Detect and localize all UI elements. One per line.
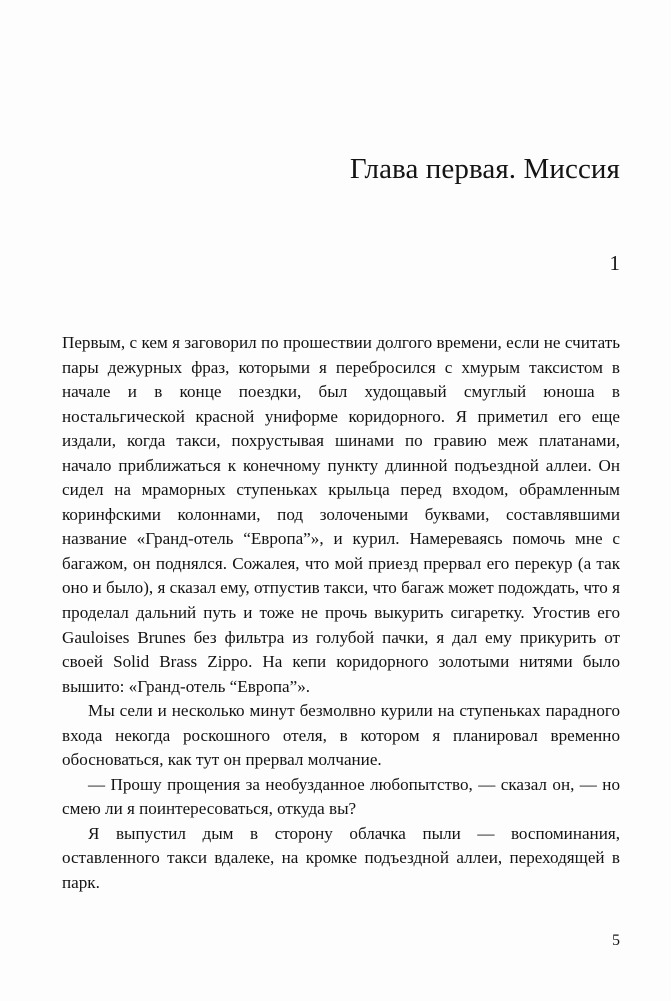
paragraph: Мы сели и несколько минут безмолвно курили на ступеньках парадного входа некогда роскошного отеля, в котором я планировал временно обосноваться, как тут он прервал молчание. [62, 701, 620, 770]
section-number: 1 [609, 251, 620, 275]
page-number: 5 [612, 932, 620, 949]
body-text [62, 331, 620, 896]
paragraph: Я выпустил дым в сторону облачка пыли — воспоминания, оставленного такси вдалеке, на кромке подъездной аллеи, переходящей в парк. [62, 823, 620, 893]
paragraph: Первым, с кем я заговорил по прошествии долгого времени, если не считать пары дежурных фраз, которыми я перебросился с хмурым таксистом в начале и в конце поездки, был худощавый смуглый юноша в ностальгической красной униформе коридорного. Я приметил его еще издали, когда такси, похрустывая шинами по гравию меж платанами, начало приближаться к конечному пункту длинной подъездной аллеи. Он сидел на мраморных ступеньках крыльца перед входом, обрамленным коринфскими колоннами, под золочеными буквами, составлявшими название «Гранд-отель “Европа”», и курил. Намереваясь помочь мне с багажом, он поднялся. Сожалея, что мой приезд прервал его перекур (а так оно и было), я сказал ему, отпустив такси, что багаж может подождать, что я проделал дальний путь и тоже не прочь выкурить сигаретку. Угостив его Gauloises Brunes без фильтра из голубой пачки, я дал ему прикурить от своей Solid Brass Zippo. На кепи коридорного золотыми нитями было вышито: «Гранд-отель “Европа”». [62, 333, 620, 696]
paragraph: — Прошу прощения за необузданное любопытство, — сказал он, — но смею ли я поинтересоваться, откуда вы? [62, 774, 620, 819]
chapter-title: Глава первая. Миссия [349, 153, 620, 185]
